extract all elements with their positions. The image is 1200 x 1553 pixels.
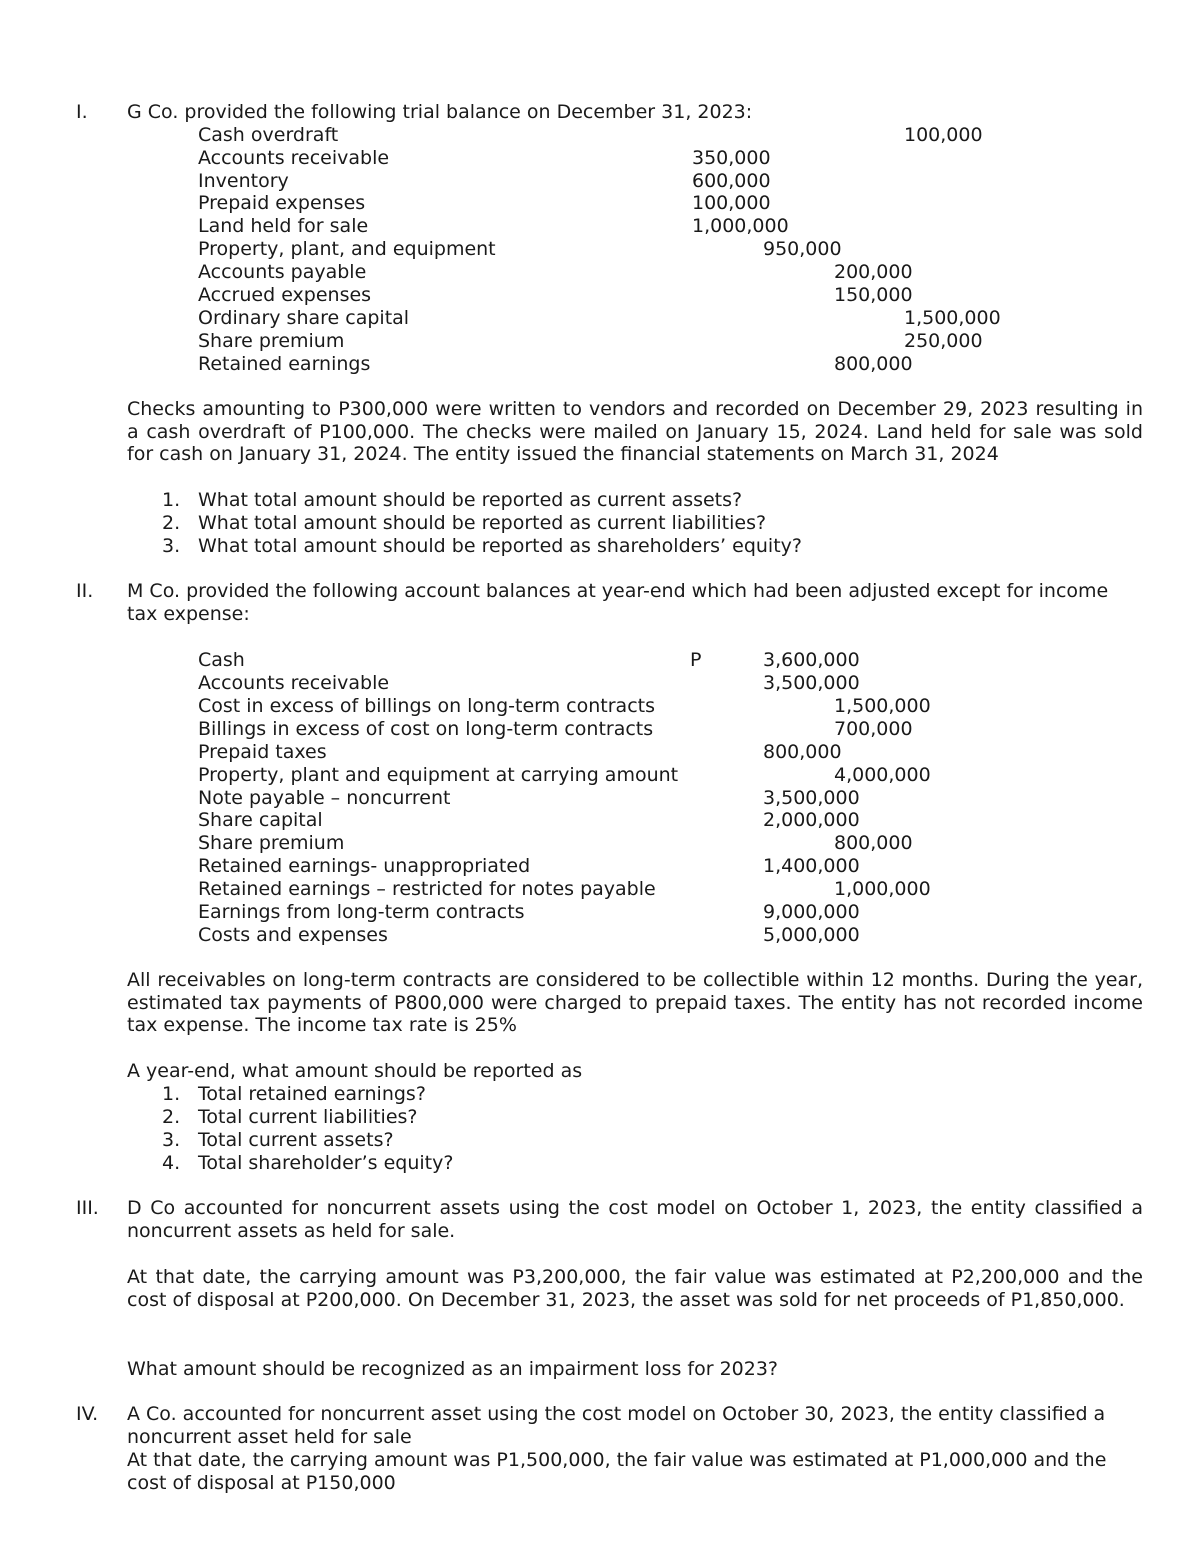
row-label: Share premium	[198, 330, 345, 352]
question-text: What amount should be recognized as an impairment loss for 2023?	[127, 1358, 779, 1380]
section-paragraph: Checks amounting to P300,000 were written to vendors and recorded on December 29, 2023 resulting in a cash overdraft of P100,000. The checks were mailed on January 15, 2024. Land held for sale was sold for cash on January 31, 2024. The entity issued the financial statements on March 31, 2024	[127, 398, 1143, 466]
question-number: 1.	[162, 489, 181, 511]
row-label: Prepaid expenses	[198, 192, 366, 214]
row-label: Cash overdraft	[198, 124, 339, 146]
row-label: Accounts receivable	[198, 672, 390, 694]
section-intro: D Co accounted for noncurrent assets using the cost model on October 1, 2023, the entity classified a noncurrent assets as held for sale.	[127, 1197, 1143, 1242]
row-value: 4,000,000	[834, 764, 931, 786]
row-value: 800,000	[763, 741, 842, 763]
row-label: Earnings from long-term contracts	[198, 901, 525, 923]
row-label: Cash	[198, 649, 245, 671]
row-value: 1,400,000	[763, 855, 860, 877]
row-label: Retained earnings- unappropriated	[198, 855, 531, 877]
row-label: Prepaid taxes	[198, 741, 327, 763]
section-paragraph: At that date, the carrying amount was P3,200,000, the fair value was estimated at P2,200,000 and the cost of disposal at P200,000. On December 31, 2023, the asset was sold for net proceeds of P1,850,000.	[127, 1266, 1143, 1311]
currency-symbol: P	[690, 649, 702, 671]
row-value: 100,000	[904, 124, 983, 146]
row-value: 1,500,000	[834, 695, 931, 717]
section-intro: A Co. accounted for noncurrent asset using the cost model on October 30, 2023, the entity classified a noncurrent asset held for sale	[127, 1403, 1106, 1448]
row-label: Billings in excess of cost on long-term contracts	[198, 718, 654, 740]
row-label: Property, plant, and equipment	[198, 238, 496, 260]
row-label: Inventory	[198, 170, 289, 192]
row-value: 3,600,000	[763, 649, 860, 671]
question-text: What total amount should be reported as shareholders’ equity?	[198, 535, 802, 557]
row-value: 2,000,000	[763, 809, 860, 831]
row-value: 100,000	[692, 192, 771, 214]
row-value: 3,500,000	[763, 672, 860, 694]
row-value: 1,000,000	[834, 878, 931, 900]
section-paragraph: At that date, the carrying amount was P1,500,000, the fair value was estimated at P1,000,000 and the cost of disposal at P150,000	[127, 1449, 1107, 1494]
question-number: 2.	[162, 1106, 181, 1128]
row-label: Property, plant and equipment at carrying amount	[198, 764, 679, 786]
section-paragraph: All receivables on long-term contracts are considered to be collectible within 12 months. During the year, estimated tax payments of P800,000 were charged to prepaid taxes. The entity has not recorded income tax expense. The income tax rate is 25%	[127, 969, 1143, 1037]
row-value: 3,500,000	[763, 787, 860, 809]
row-label: Accounts receivable	[198, 147, 390, 169]
row-value: 250,000	[904, 330, 983, 352]
row-label: Accounts payable	[198, 261, 367, 283]
section-numeral: II.	[76, 580, 94, 602]
row-label: Retained earnings	[198, 353, 371, 375]
question-number: 1.	[162, 1083, 181, 1105]
row-value: 5,000,000	[763, 924, 860, 946]
row-label: Retained earnings – restricted for notes payable	[198, 878, 656, 900]
question-text: Total current assets?	[198, 1129, 394, 1151]
section-numeral: IV.	[76, 1403, 99, 1425]
question-text: Total shareholder’s equity?	[198, 1152, 454, 1174]
row-value: 1,000,000	[692, 215, 789, 237]
row-label: Costs and expenses	[198, 924, 388, 946]
question-number: 3.	[162, 535, 181, 557]
row-value: 700,000	[834, 718, 913, 740]
question-text: Total retained earnings?	[198, 1083, 426, 1105]
section-intro: G Co. provided the following trial balance on December 31, 2023:	[127, 101, 753, 123]
row-value: 9,000,000	[763, 901, 860, 923]
question-number: 2.	[162, 512, 181, 534]
row-label: Cost in excess of billings on long-term contracts	[198, 695, 655, 717]
row-value: 800,000	[834, 353, 913, 375]
row-value: 800,000	[834, 832, 913, 854]
row-label: Note payable – noncurrent	[198, 787, 451, 809]
row-value: 1,500,000	[904, 307, 1001, 329]
question-text: What total amount should be reported as current liabilities?	[198, 512, 767, 534]
row-label: Ordinary share capital	[198, 307, 410, 329]
question-lead: A year-end, what amount should be reported as	[127, 1060, 583, 1082]
row-value: 200,000	[834, 261, 913, 283]
section-intro: M Co. provided the following account balances at year-end which had been adjusted except for income tax expense:	[127, 580, 1109, 625]
row-value: 600,000	[692, 170, 771, 192]
section-numeral: III.	[76, 1197, 99, 1219]
question-number: 4.	[162, 1152, 181, 1174]
row-label: Share capital	[198, 809, 323, 831]
row-label: Share premium	[198, 832, 345, 854]
section-numeral: I.	[76, 101, 88, 123]
question-text: Total current liabilities?	[198, 1106, 418, 1128]
row-value: 350,000	[692, 147, 771, 169]
row-value: 150,000	[834, 284, 913, 306]
row-label: Accrued expenses	[198, 284, 372, 306]
row-label: Land held for sale	[198, 215, 369, 237]
question-text: What total amount should be reported as current assets?	[198, 489, 743, 511]
question-number: 3.	[162, 1129, 181, 1151]
row-value: 950,000	[763, 238, 842, 260]
